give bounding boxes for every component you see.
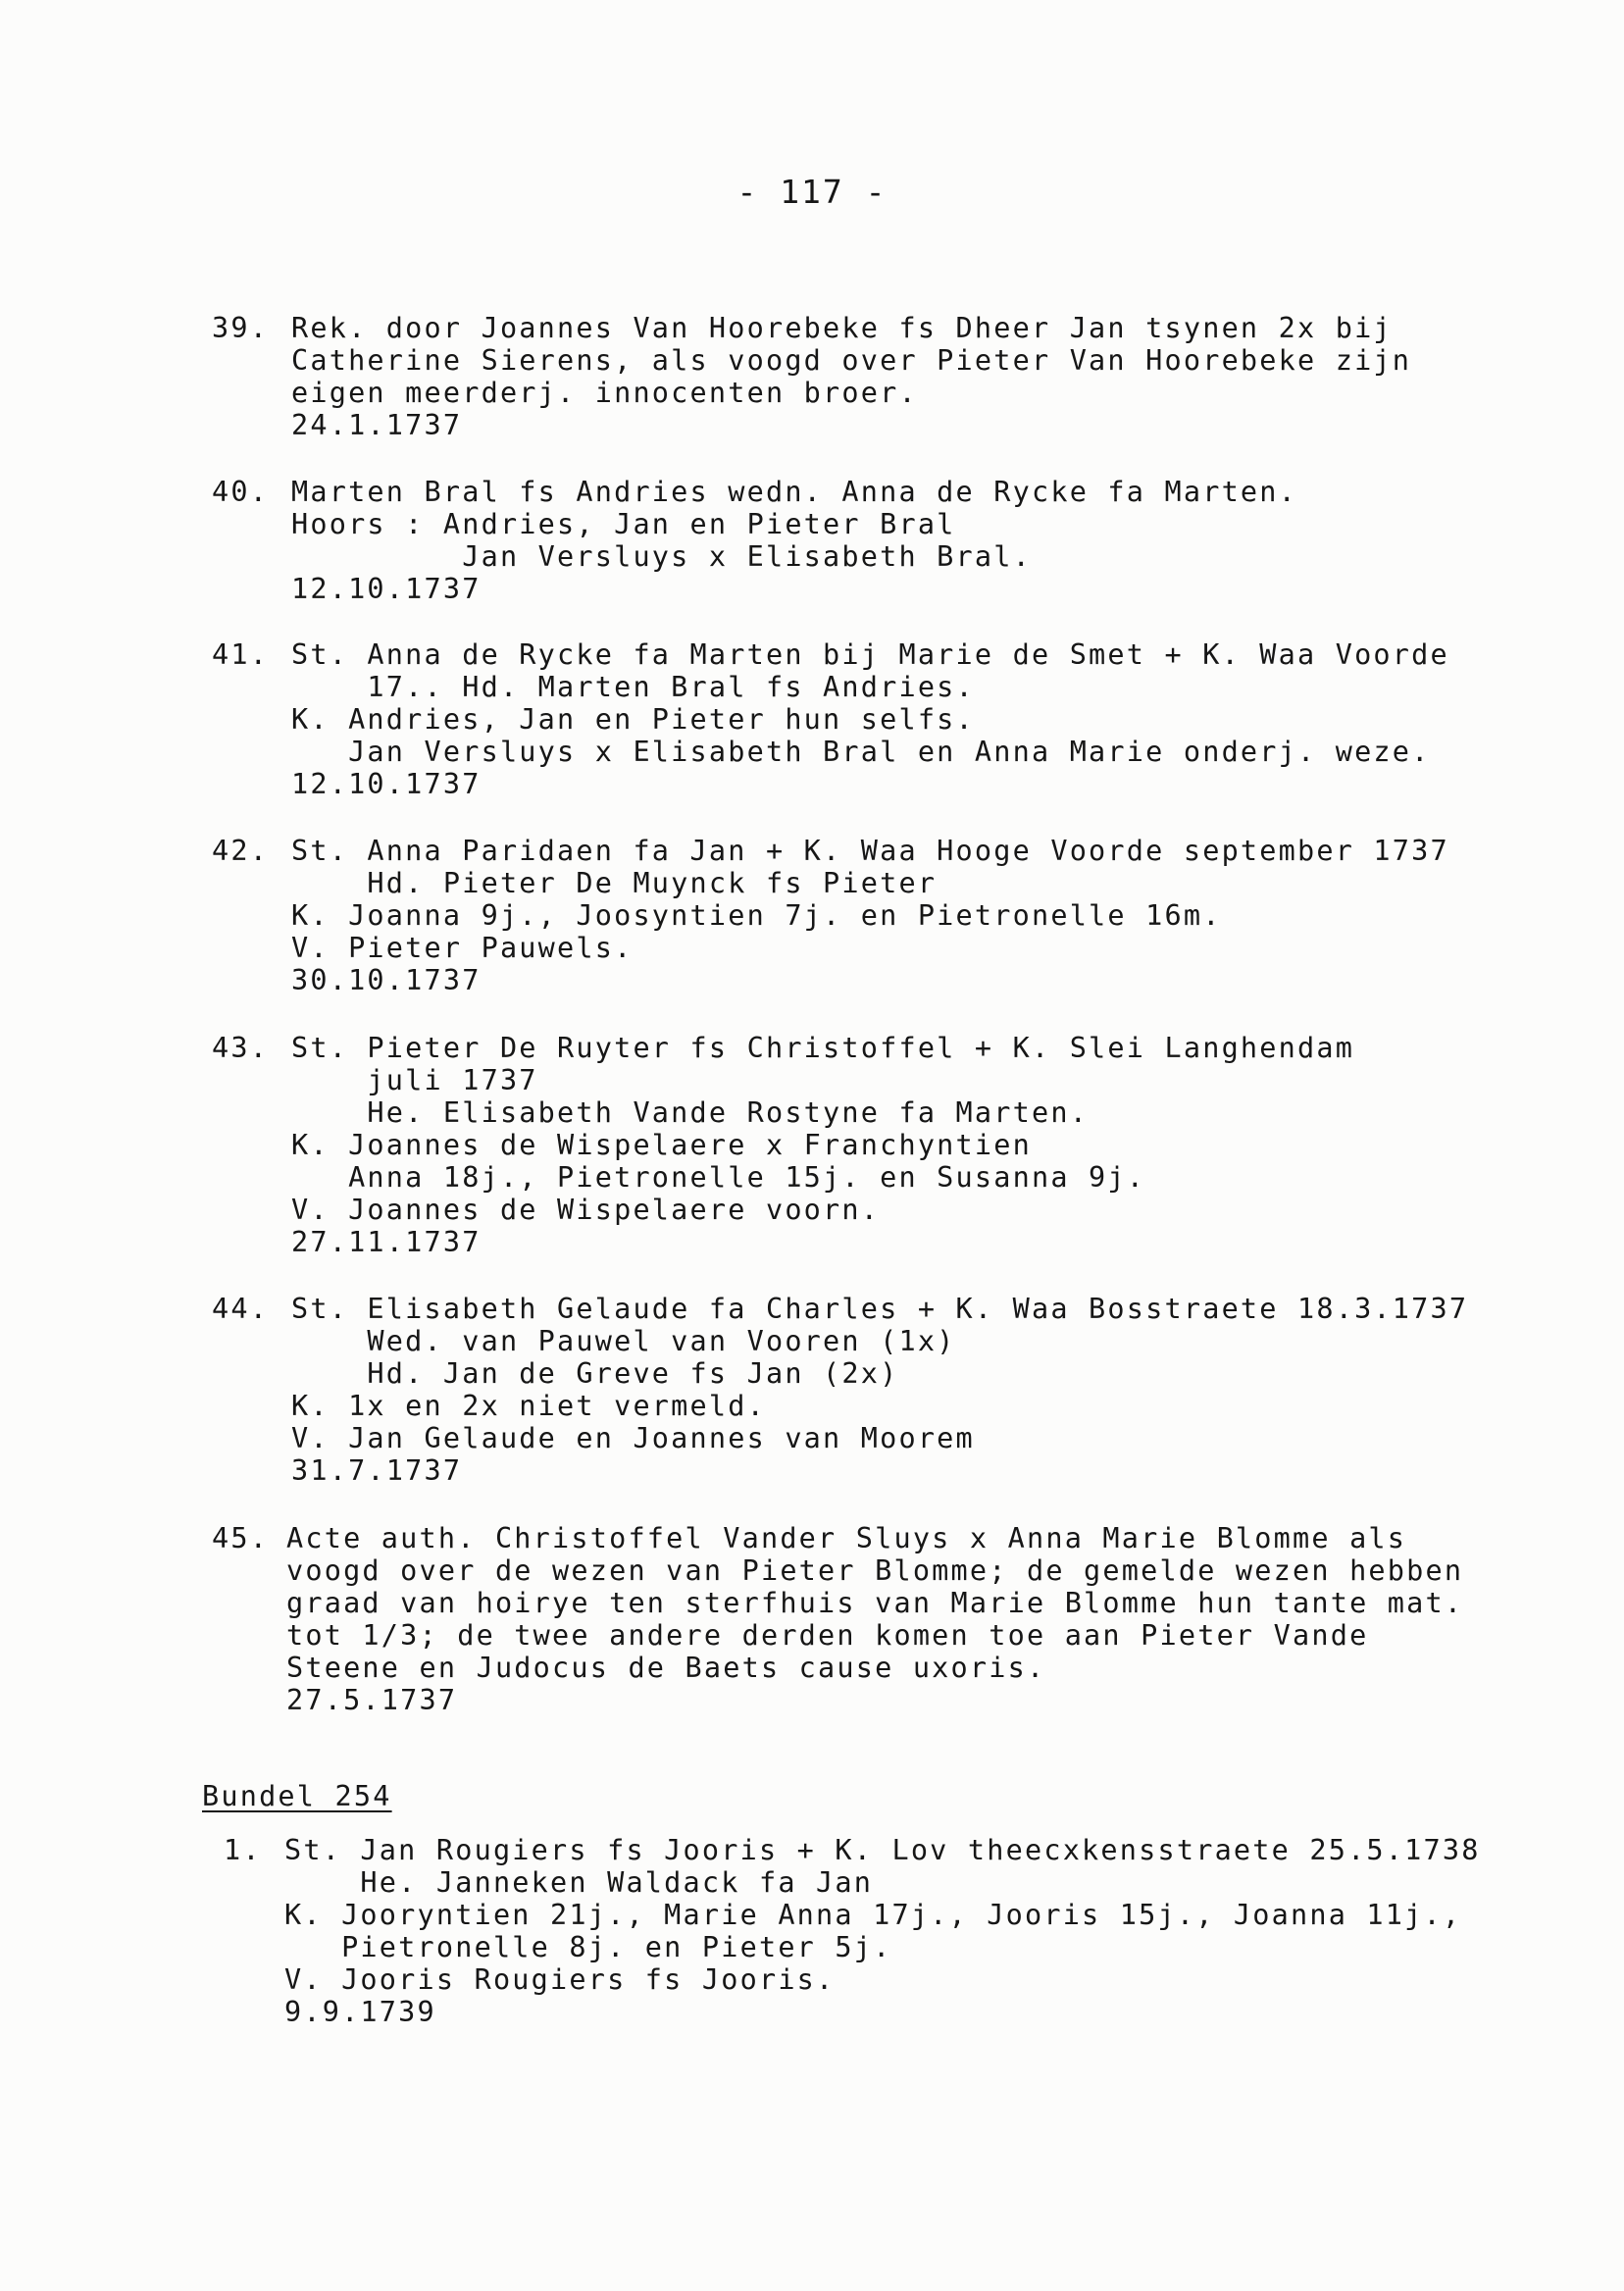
entry-date: 27.5.1737: [286, 1684, 458, 1716]
entry-line: V. Jooris Rougiers fs Jooris.: [284, 1963, 836, 1996]
entry-number: 42.: [212, 835, 270, 867]
entry-line: voogd over de wezen van Pieter Blomme; de gemelde wezen hebben: [286, 1554, 1464, 1587]
entry-line: St. Anna de Rycke fa Marten bij Marie de Smet + K. Waa Voorde: [291, 638, 1449, 671]
entry-line: juli 1737: [291, 1064, 538, 1096]
entry-line: 17.. Hd. Marten Bral fs Andries.: [291, 671, 975, 703]
entry-date: 30.10.1737: [291, 964, 482, 996]
entry-line: Catherine Sierens, als voogd over Pieter Van Hoorebeke zijn: [291, 344, 1412, 377]
entry-line: Marten Bral fs Andries wedn. Anna de Rycke fa Marten.: [291, 476, 1297, 508]
entry-line: St. Elisabeth Gelaude fa Charles + K. Waa Bosstraete 18.3.1737: [291, 1293, 1469, 1325]
entry-line: K. 1x en 2x niet vermeld.: [291, 1390, 766, 1422]
entry-line: Jan Versluys x Elisabeth Bral en Anna Marie onderj. weze.: [291, 736, 1431, 768]
entry-date: 9.9.1739: [284, 1996, 436, 2028]
entry-line: V. Joannes de Wispelaere voorn.: [291, 1194, 881, 1226]
entry-line: He. Elisabeth Vande Rostyne fa Marten.: [291, 1096, 1090, 1129]
bundel-heading: Bundel 254: [202, 1780, 392, 1812]
entry-line: St. Jan Rougiers fs Jooris + K. Lov theecxkensstraete 25.5.1738: [284, 1834, 1481, 1866]
entry-line: St. Anna Paridaen fa Jan + K. Waa Hooge Voorde september 1737: [291, 835, 1449, 867]
entry-date: 24.1.1737: [291, 409, 463, 441]
entry-number: 45.: [212, 1522, 270, 1554]
entry-date: 12.10.1737: [291, 573, 482, 605]
entry-line: Wed. van Pauwel van Vooren (1x): [291, 1325, 956, 1357]
entry-line: Jan Versluys x Elisabeth Bral.: [291, 540, 1032, 573]
entry-line: He. Janneken Waldack fa Jan: [284, 1866, 874, 1899]
entry-line: K. Joannes de Wispelaere x Franchyntien: [291, 1129, 1032, 1161]
entry-date: 27.11.1737: [291, 1226, 482, 1258]
entry-line: St. Pieter De Ruyter fs Christoffel + K. Slei Langhendam: [291, 1032, 1355, 1064]
entry-line: K. Andries, Jan en Pieter hun selfs.: [291, 703, 975, 736]
entry-line: Hd. Jan de Greve fs Jan (2x): [291, 1357, 899, 1390]
entry-number: 44.: [212, 1293, 270, 1325]
page-number: - 117 -: [736, 173, 888, 211]
entry-line: V. Pieter Pauwels.: [291, 932, 634, 964]
entry-line: Acte auth. Christoffel Vander Sluys x Anna Marie Blomme als: [286, 1522, 1407, 1554]
entry-number: 1.: [224, 1834, 262, 1866]
entry-number: 41.: [212, 638, 270, 671]
entry-line: Pietronelle 8j. en Pieter 5j.: [284, 1931, 892, 1963]
entry-line: eigen meerderj. innocenten broer.: [291, 377, 918, 409]
entry-line: V. Jan Gelaude en Joannes van Moorem: [291, 1422, 975, 1454]
entry-number: 40.: [212, 476, 270, 508]
entry-line: tot 1/3; de twee andere derden komen toe aan Pieter Vande: [286, 1619, 1369, 1652]
entry-line: Hoors : Andries, Jan en Pieter Bral: [291, 508, 956, 540]
entry-line: K. Joanna 9j., Joosyntien 7j. en Pietronelle 16m.: [291, 899, 1222, 932]
entry-line: Rek. door Joannes Van Hoorebeke fs Dheer Jan tsynen 2x bij: [291, 312, 1393, 344]
entry-line: K. Jooryntien 21j., Marie Anna 17j., Jooris 15j., Joanna 11j.,: [284, 1899, 1462, 1931]
entry-date: 31.7.1737: [291, 1454, 463, 1487]
entry-date: 12.10.1737: [291, 768, 482, 800]
entry-number: 39.: [212, 312, 270, 344]
entry-line: Steene en Judocus de Baets cause uxoris.: [286, 1652, 1046, 1684]
entry-line: graad van hoirye ten sterfhuis van Marie Blomme hun tante mat.: [286, 1587, 1464, 1619]
entry-line: Hd. Pieter De Muynck fs Pieter: [291, 867, 938, 899]
entry-number: 43.: [212, 1032, 270, 1064]
entry-line: Anna 18j., Pietronelle 15j. en Susanna 9j.: [291, 1161, 1146, 1194]
